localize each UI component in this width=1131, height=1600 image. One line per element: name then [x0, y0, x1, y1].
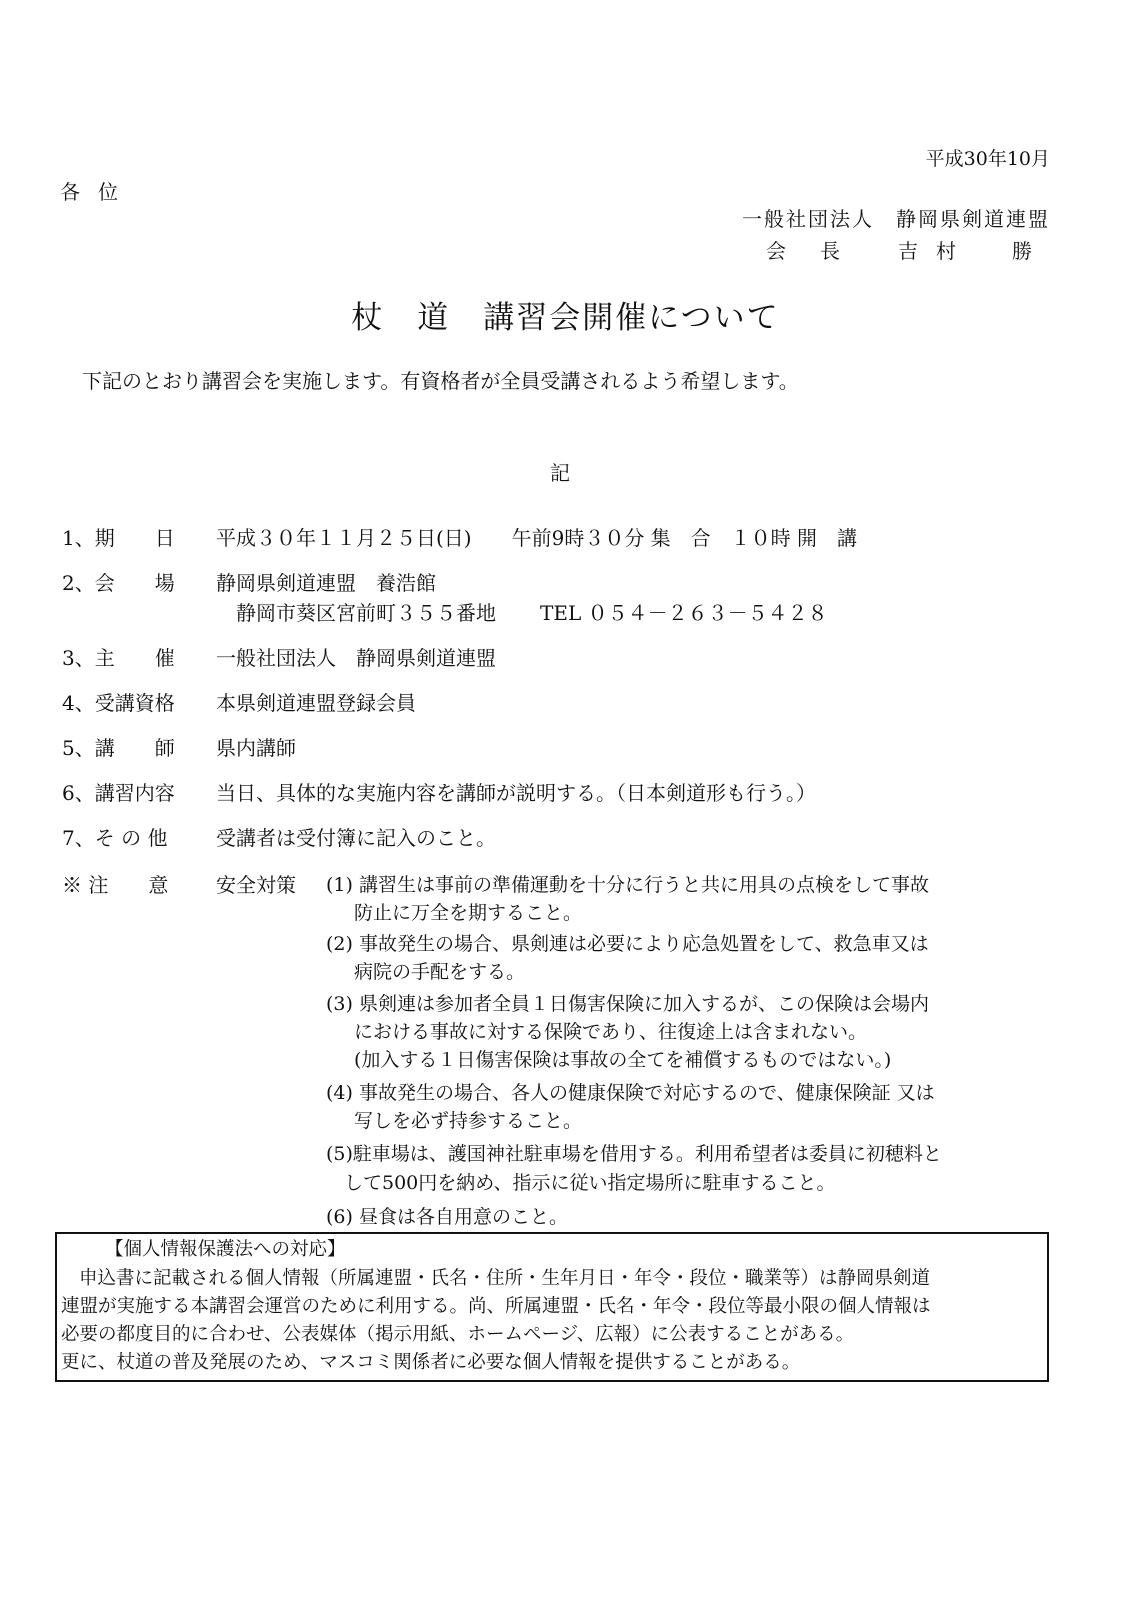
item-venue — [62, 570, 436, 596]
item-label: 5、講 師 — [62, 736, 175, 760]
note-line: して500円を納め、指示に従い指定場所に駐車すること。 — [344, 1172, 836, 1194]
note-line: における事故に対する保険であり、往復途上は含まれない。 — [354, 1021, 868, 1043]
note-line: (1) 講習生は事前の準備運動を十分に行うと共に用具の点検をして事故 — [326, 874, 929, 896]
item-eligibility — [62, 690, 416, 716]
note-line: 防止に万全を期すること。 — [354, 902, 583, 924]
venue-address-line — [236, 600, 828, 626]
item-value: 静岡県剣道連盟 養浩館 — [216, 571, 436, 595]
item-value: 県内講師 — [216, 736, 296, 760]
sender-organization: 一般社団法人 静岡県剣道連盟 — [742, 207, 1050, 231]
item-value: 本県剣道連盟登録会員 — [216, 691, 416, 715]
notes-label: ※ 注 意 — [62, 873, 169, 897]
item-value: 一般社団法人 静岡県剣道連盟 — [216, 646, 496, 670]
notes-heading: 安全対策 — [216, 873, 296, 897]
item-other — [62, 825, 496, 851]
privacy-line: 申込書に記載される個人情報（所属連盟・氏名・住所・生年月日・年令・段位・職業等）は静岡県剣道 — [79, 1268, 931, 1289]
item-value: 平成３０年１１月２５日(日) 午前9時３０分 集 合 １０時 開 講 — [216, 526, 858, 550]
sender-president — [766, 238, 1050, 264]
note-line: 写しを必ず持参すること。 — [354, 1110, 583, 1132]
page-title: 杖 道 講習会開催について — [351, 300, 780, 336]
note-line: (5)駐車場は、護国神社駐車場を借用する。利用希望者は委員に初穂料と — [326, 1143, 942, 1165]
note-line: (4) 事故発生の場合、各人の健康保険で対応するので、健康保険証 又は — [326, 1082, 935, 1104]
president-name: 吉村 勝 — [898, 239, 1050, 263]
item-date — [62, 525, 857, 551]
item-label: 4、受講資格 — [62, 691, 175, 715]
item-instructor — [62, 735, 296, 761]
document-date: 平成30年10月 — [925, 148, 1050, 170]
privacy-title: 【個人情報保護法への対応】 — [105, 1239, 346, 1260]
note-line: (2) 事故発生の場合、県剣連は必要により応急処置をして、救急車又は — [326, 933, 929, 955]
privacy-line: 更に、杖道の普及発展のため、マスコミ関係者に必要な個人情報を提供することがある。 — [61, 1352, 801, 1373]
item-label: 6、講習内容 — [62, 781, 175, 805]
note-line: (6) 昼食は各自用意のこと。 — [326, 1206, 568, 1228]
item-content — [62, 780, 816, 806]
venue-address: 静岡市葵区宮前町３５５番地 — [236, 601, 496, 625]
recipient: 各位 — [60, 180, 136, 204]
note-line: (加入する１日傷害保険は事故の全てを補償するものではない。) — [354, 1049, 892, 1071]
venue-tel: TEL ０５４－２６３－５４２８ — [540, 601, 828, 625]
ki-marker: 記 — [550, 461, 570, 485]
item-label: 2、会 場 — [62, 571, 175, 595]
item-label: 1、期 日 — [62, 526, 175, 550]
privacy-line: 必要の都度目的に合わせ、公表媒体（掲示用紙、ホームページ、広報）に公表することがある。 — [61, 1324, 855, 1345]
item-value: 受講者は受付簿に記入のこと。 — [216, 826, 496, 850]
intro-text: 下記のとおり講習会を実施します。有資格者が全員受講されるよう希望します。 — [82, 369, 799, 393]
item-organizer — [62, 645, 496, 671]
note-line: (3) 県剣連は参加者全員１日傷害保険に加入するが、この保険は会場内 — [326, 993, 929, 1015]
president-title: 会長 — [766, 239, 874, 263]
note-line: 病院の手配をする。 — [354, 961, 526, 983]
privacy-notice-box — [55, 1232, 1049, 1382]
privacy-line: 連盟が実施する本講習会運営のために利用する。尚、所属連盟・氏名・年令・段位等最小限の個人情報は — [61, 1296, 931, 1317]
item-label: 3、主 催 — [62, 646, 175, 670]
item-label: 7、そ の 他 — [62, 826, 168, 850]
item-value: 当日、具体的な実施内容を講師が説明する。（日本剣道形も行う。） — [216, 781, 816, 805]
